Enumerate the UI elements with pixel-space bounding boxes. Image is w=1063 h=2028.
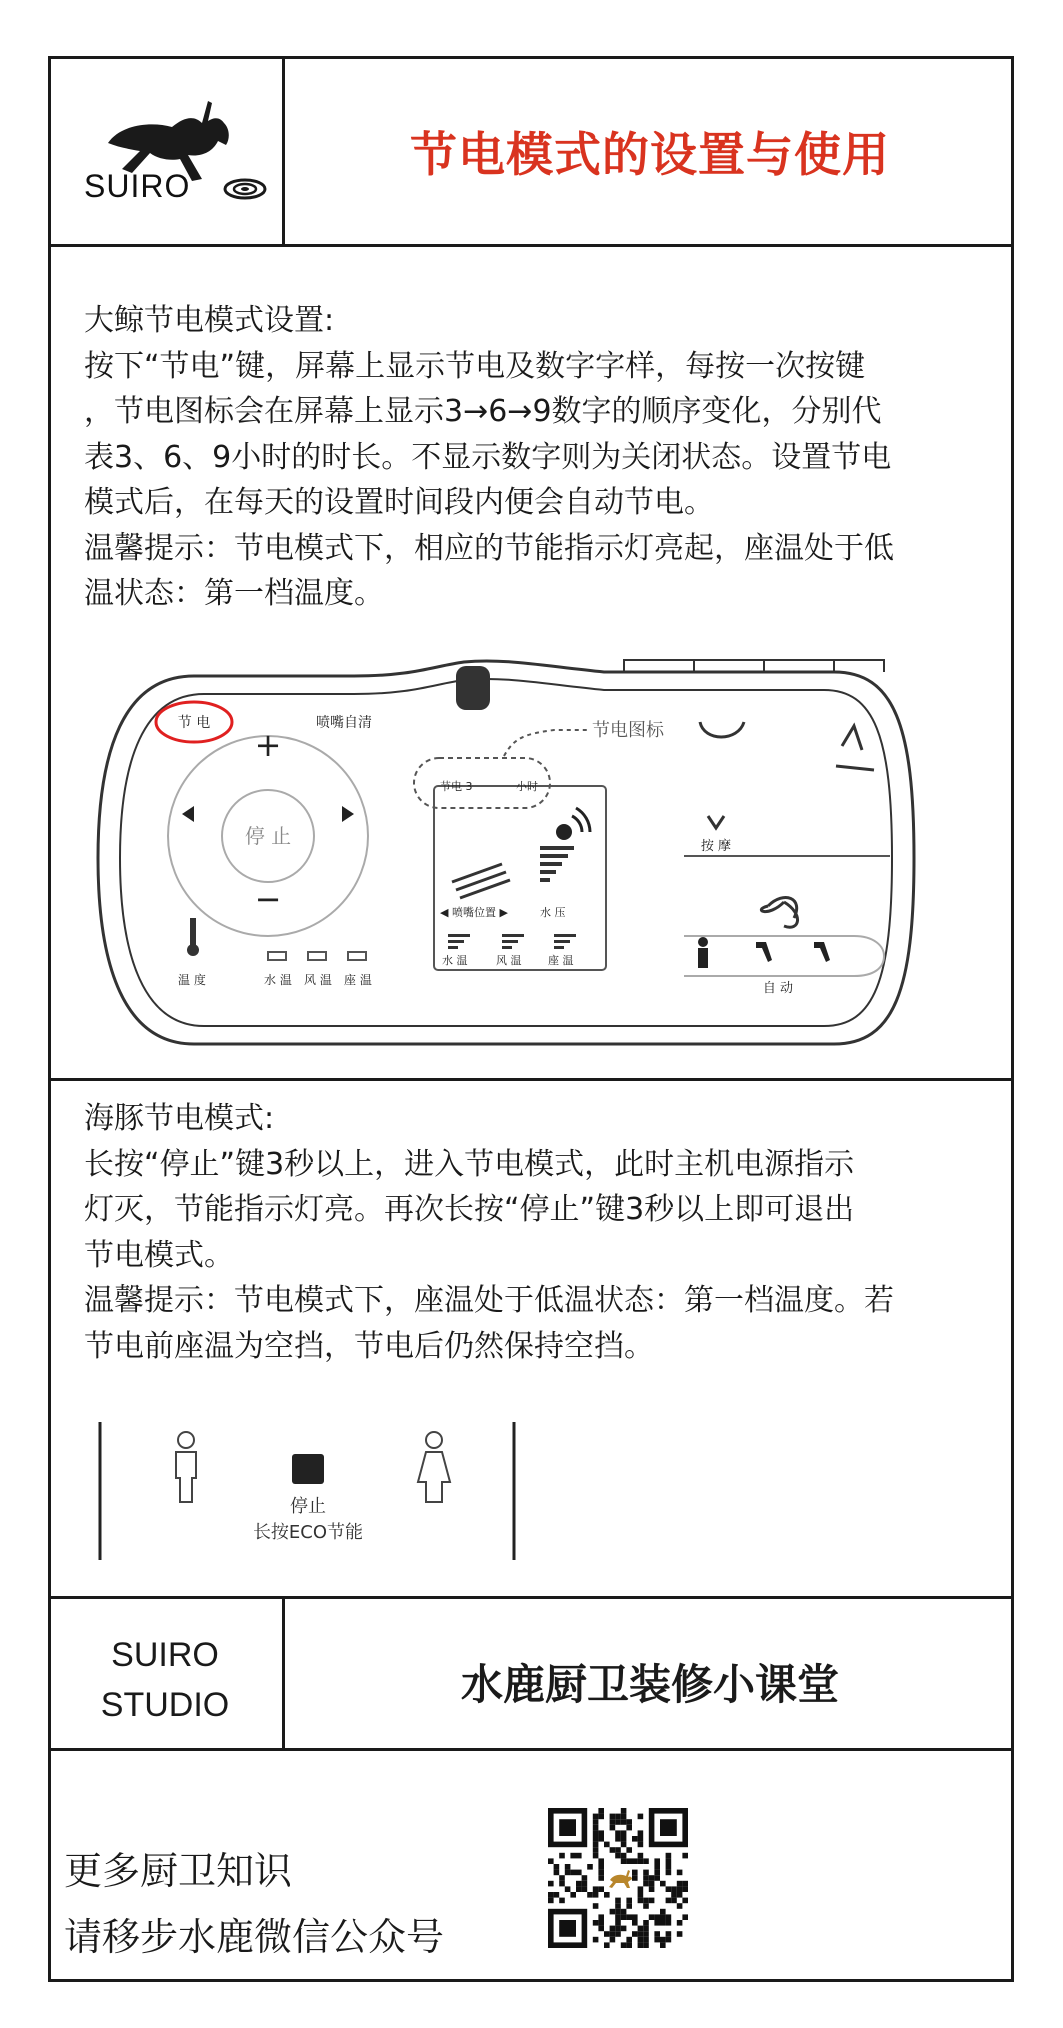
display-air-temp-label: 风 温 bbox=[496, 954, 522, 967]
female-icon bbox=[418, 1432, 450, 1502]
section1-text bbox=[84, 298, 996, 617]
more-info-text bbox=[64, 1838, 444, 1970]
nozzle-position-label: ◀ 喷嘴位置 ▶ bbox=[440, 906, 508, 919]
male-icon bbox=[176, 1432, 196, 1502]
page-title: 节电模式的设置与使用 bbox=[410, 128, 890, 183]
eco-label: 长按ECO节能 bbox=[252, 1522, 364, 1543]
section2-line: 长按“停止”键3秒以上，进入节电模式，此时主机电源指示 bbox=[84, 1146, 855, 1182]
stop-button-icon bbox=[292, 1454, 324, 1484]
plus-label: + bbox=[254, 726, 282, 764]
section1-line: 表3、6、9小时的时长。不显示数字则为关闭状态。设置节电 bbox=[84, 439, 892, 475]
display-water-temp-label: 水 温 bbox=[442, 954, 468, 967]
section2-line: 节电模式。 bbox=[84, 1237, 234, 1273]
qr-code-icon[interactable] bbox=[548, 1808, 688, 1948]
more-line: 请移步水鹿微信公众号 bbox=[64, 1915, 445, 1959]
seat-temp-label: 座 温 bbox=[344, 973, 372, 987]
nozzle-clean-label: 喷嘴自清 bbox=[316, 715, 372, 731]
section1-line: 温状态：第一档温度。 bbox=[84, 576, 384, 611]
power-save-button-label: 节 电 bbox=[177, 715, 211, 731]
section2-heading: 海豚节电模式: bbox=[84, 1101, 275, 1136]
display-save-text: 节电 3 bbox=[440, 780, 473, 793]
display-hour-text: 小时 bbox=[516, 780, 538, 793]
footer-column-divider bbox=[282, 1596, 285, 1750]
footer-title: 水鹿厨卫装修小课堂 bbox=[460, 1660, 839, 1709]
section2-line: 节电前座温为空挡，节电后仍然保持空挡。 bbox=[84, 1328, 654, 1364]
eco-panel bbox=[96, 1418, 528, 1564]
water-temp-label: 水 温 bbox=[264, 973, 292, 987]
section-divider bbox=[48, 1078, 1014, 1081]
air-temp-label: 风 温 bbox=[304, 973, 332, 987]
section1-line: ，节电图标会在屏幕上显示3→6→9数字的顺序变化，分别代 bbox=[84, 394, 882, 429]
section1-line: 按下“节电”键，屏幕上显示节电及数字字样，每按一次按键 bbox=[84, 348, 866, 384]
footer-divider-bottom bbox=[48, 1748, 1014, 1751]
studio-line: STUDIO bbox=[100, 1686, 230, 1724]
temperature-label: 温 度 bbox=[178, 973, 206, 987]
water-pressure-label: 水 压 bbox=[540, 906, 566, 919]
display-seat-temp-label: 座 温 bbox=[548, 954, 574, 967]
stop-label: 停 止 bbox=[244, 824, 292, 848]
footer-divider-top bbox=[48, 1596, 1014, 1599]
section2-line: 灯灭，节能指示灯亮。再次长按“停止”键3秒以上即可退出 bbox=[84, 1192, 855, 1227]
section1-line: 模式后，在每天的设置时间段内便会自动节电。 bbox=[84, 485, 714, 520]
section2-line: 温馨提示：节电模式下，座温处于低温状态：第一档温度。若 bbox=[84, 1283, 894, 1318]
studio-line: SUIRO bbox=[111, 1636, 219, 1674]
minus-label: − bbox=[254, 880, 282, 918]
header-column-divider bbox=[282, 56, 285, 246]
section1-heading: 大鲸节电模式设置: bbox=[84, 303, 335, 338]
section1-line: 温馨提示：节电模式下，相应的节能指示灯亮起，座温处于低 bbox=[84, 530, 894, 566]
auto-label: 自 动 bbox=[762, 981, 794, 996]
section2-text bbox=[84, 1096, 996, 1369]
header-divider bbox=[48, 244, 1014, 247]
stop-label: 停止 bbox=[290, 1496, 326, 1517]
brand-name: SUIRO bbox=[84, 168, 191, 204]
more-line: 更多厨卫知识 bbox=[64, 1849, 293, 1893]
massage-label: 按 摩 bbox=[700, 839, 732, 854]
studio-name bbox=[51, 1630, 279, 1730]
callout-label: 节电图标 bbox=[592, 720, 664, 741]
remote-control-panel bbox=[84, 646, 950, 1070]
